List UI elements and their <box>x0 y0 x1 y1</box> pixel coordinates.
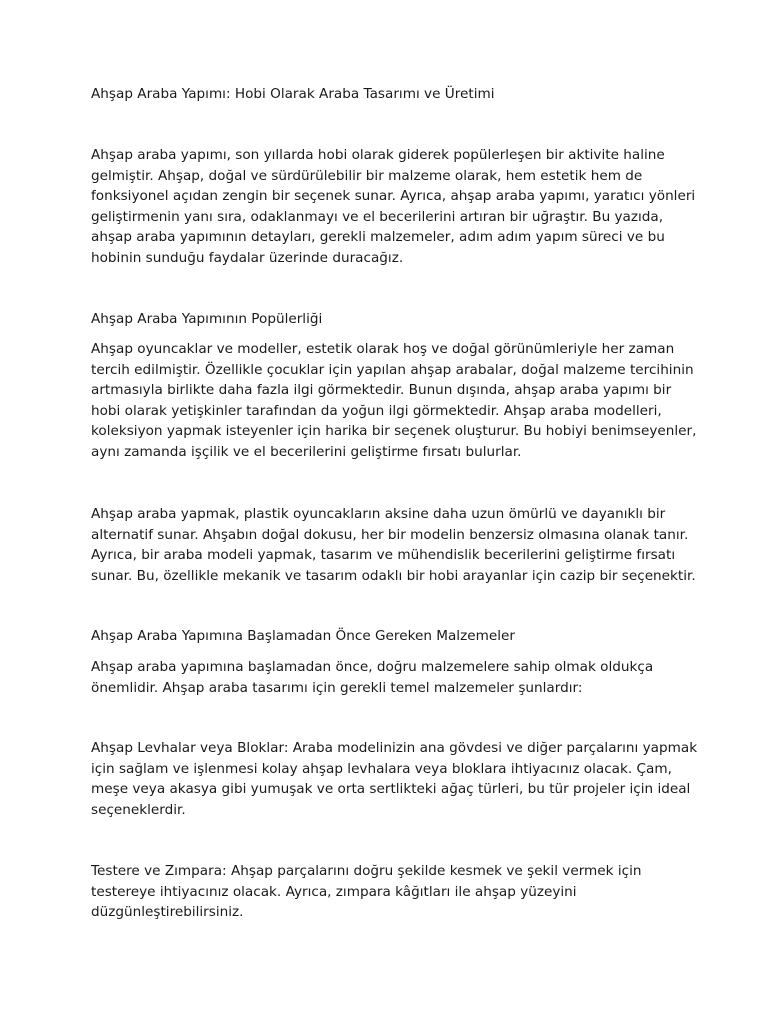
popularity-paragraph-1 <box>91 339 697 463</box>
text-line: ahşap araba yapımının detayları, gerekli malzemeler, adım adım yapım süreci ve bu <box>91 229 665 246</box>
text-line: gelmiştir. Ahşap, doğal ve sürdürülebilir bir malzeme olarak, hem estetik hem de <box>91 167 643 184</box>
text-line: için sağlam ve işlenmesi kolay ahşap levhalara veya bloklara ihtiyacınız olacak. Çam, <box>91 760 672 777</box>
text-line: koleksiyon yapmak isteyenler için harika bir seçenek oluşturur. Bu hobiyi benimseyenler, <box>91 423 697 440</box>
text-line: hobi olarak yetişkinler tarafından da yoğun ilgi görmektedir. Ahşap araba modelleri, <box>91 402 662 419</box>
text-line: aynı zamanda işçilik ve el becerilerini geliştirme fırsatı bulurlar. <box>91 443 522 460</box>
popularity-paragraph-2 <box>91 504 696 586</box>
materials-intro-paragraph <box>91 657 691 698</box>
intro-paragraph <box>91 145 696 269</box>
text-line: Ahşap araba yapımı, son yıllarda hobi olarak giderek popülerleşen bir aktivite haline <box>91 147 665 163</box>
text-line: Ahşap oyuncaklar ve modeller, estetik olarak hoş ve doğal görünümleriyle her zaman <box>91 341 675 357</box>
text-line: artmasıyla birlikte daha fazla ilgi görmektedir. Bunun dışında, ahşap araba yapımı bir <box>91 382 672 399</box>
text-line: Ayrıca, bir araba modeli yapmak, tasarım ve mühendislik becerilerini geliştirme fırsatı <box>91 547 676 564</box>
section-heading-materials: Ahşap Araba Yapımına Başlamadan Önce Gereken Malzemeler <box>91 628 515 644</box>
text-line: önemlidir. Ahşap araba tasarımı için gerekli temel malzemeler şunlardır: <box>91 679 583 696</box>
text-line: Testere ve Zımpara: Ahşap parçalarını doğru şekilde kesmek ve şekil vermek için <box>91 863 642 879</box>
text-line: tercih edilmiştir. Özellikle çocuklar için yapılan ahşap arabalar, doğal malzeme tercihinin <box>91 361 694 378</box>
text-line: geliştirmenin yanı sıra, odaklanmayı ve el becerilerini artıran bir uğraştır. Bu yazıda, <box>91 208 664 225</box>
document-title: Ahşap Araba Yapımı: Hobi Olarak Araba Tasarımı ve Üretimi <box>91 86 495 102</box>
text-line: seçeneklerdir. <box>91 801 186 818</box>
materials-item-saw <box>91 861 691 923</box>
text-line: Ahşap araba yapımına başlamadan önce, doğru malzemelere sahip olmak oldukça <box>91 659 654 675</box>
section-heading-popularity: Ahşap Araba Yapımının Popülerliği <box>91 311 323 327</box>
materials-item-wood <box>91 738 698 820</box>
text-line: Ahşap Levhalar veya Bloklar: Araba modelinizin ana gövdesi ve diğer parçalarını yapmak <box>91 740 698 756</box>
text-line: testereye ihtiyacınız olacak. Ayrıca, zımpara kâğıtları ile ahşap yüzeyini <box>91 883 577 900</box>
text-line: sunar. Bu, özellikle mekanik ve tasarım odaklı bir hobi arayanlar için cazip bir seçenektir. <box>91 567 696 584</box>
text-line: Ahşap araba yapmak, plastik oyuncakların aksine daha uzun ömürlü ve dayanıklı bir <box>91 506 666 522</box>
text-line: fonksiyonel açıdan zengin bir seçenek sunar. Ayrıca, ahşap araba yapımı, yaratıcı yönleri <box>91 188 696 205</box>
text-line: düzgünleştirebilirsiniz. <box>91 904 244 921</box>
text-line: hobinin sunduğu faydalar üzerinde duracağız. <box>91 249 404 266</box>
text-line: alternatif sunar. Ahşabın doğal dokusu, her bir modelin benzersiz olmasına olanak tanır. <box>91 526 689 543</box>
text-line: meşe veya akasya gibi yumuşak ve orta sertlikteki ağaç türleri, bu tür projeler için ideal <box>91 781 691 798</box>
